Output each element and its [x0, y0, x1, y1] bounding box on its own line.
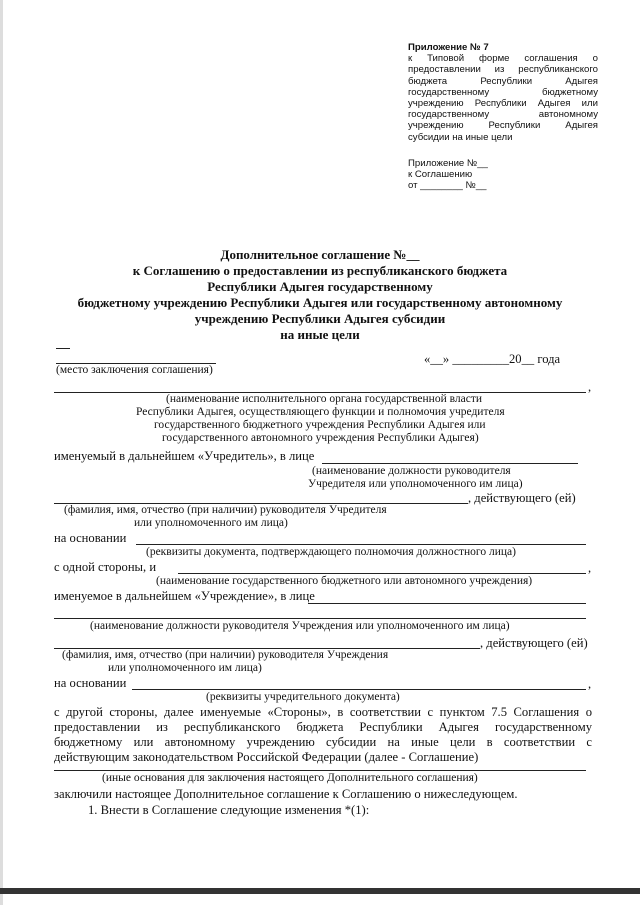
paragraph-line: с другой стороны, далее именуемые «Стороны», в соответствии с пунктом 7.5 Соглашения о [54, 705, 592, 719]
paragraph-line: действующим законодательством Российской Федерации (далее - Соглашение) [54, 750, 479, 764]
page-bottom-edge [0, 888, 640, 894]
doc-title-line: к Соглашению о предоставлении из республиканского бюджета [132, 263, 508, 278]
paragraph-line: бюджетному или автономному учреждению субсидии на иные цели в соответствии с [54, 735, 592, 749]
appendix-line: субсидии на иные цели [408, 131, 513, 143]
other-basis-line [54, 770, 586, 771]
founder-hint-line: государственного бюджетного учреждения Республики Адыгея или [154, 419, 486, 431]
basis-field-line [136, 544, 586, 545]
appendix-block [408, 42, 598, 191]
doc-title-line: на иные цели [280, 327, 360, 342]
fio-hint: (фамилия, имя, отчество (при наличии) руководителя Учредителя [64, 504, 387, 516]
appendix-line: предоставлении из республиканского [408, 64, 598, 76]
doc-title-line: бюджетному учреждению Республики Адыгея или государственному автономному [77, 295, 563, 310]
date-line: «__» _________20__ года [424, 352, 561, 366]
appendix-line: государственному автономному [408, 109, 598, 121]
founder-hint-line: Республики Адыгея, осуществляющего функции и полномочия учредителя [136, 406, 505, 418]
appendix-line: учреждению Республики Адыгея или [408, 98, 598, 110]
institution-position-line [54, 618, 586, 619]
sub-appendix-title: Приложение №__ [408, 157, 488, 169]
scan-edge [0, 0, 3, 905]
fio-hint: или уполномоченного им лица) [134, 517, 288, 529]
founder-position-line [322, 463, 578, 464]
institution-lead-line [308, 603, 586, 604]
concluded-text: заключили настоящее Дополнительное соглашение к Соглашению о нижеследующем. [54, 787, 518, 801]
basis-label: на основании [54, 676, 127, 690]
institution-field-line [178, 573, 586, 574]
appendix-line: к Типовой форме соглашения о [408, 53, 598, 65]
institution-pos-hint: (наименование должности руководителя Учреждения или уполномоченного им лица) [90, 620, 510, 632]
acting-text: , действующего (ей) [480, 636, 588, 650]
doc-title-line: Республики Адыгея государственному [207, 279, 433, 294]
item-1: 1. Внести в Соглашение следующие изменения *(1): [88, 803, 370, 817]
paragraph-line: предоставлении из республиканского бюджета Республики Адыгея государственному [54, 720, 592, 734]
basis-hint: (реквизиты документа, подтверждающего полномочия должностного лица) [146, 546, 516, 558]
basis2-field-line [132, 689, 586, 690]
place-hint: (место заключения соглашения) [56, 364, 213, 376]
acting-text: , действующего (ей) [468, 491, 576, 505]
doc-title-line: учреждению Республики Адыгея субсидии [194, 311, 446, 326]
appendix-line: бюджета Республики Адыгея [408, 75, 598, 87]
institution-hint: (наименование государственного бюджетного или автономного учреждения) [156, 575, 533, 587]
comma: , [588, 380, 592, 394]
appendix-title: Приложение № 7 [408, 42, 489, 53]
short-rule [56, 348, 70, 349]
founder-hint-line: государственного автономного учреждения Республики Адыгея) [162, 432, 479, 444]
appendix-line: государственному бюджетному [408, 86, 598, 98]
comma: , [588, 561, 592, 575]
fio-hint: (фамилия, имя, отчество (при наличии) руководителя Учреждения [62, 649, 389, 661]
basis2-hint: (реквизиты учредительного документа) [206, 691, 400, 703]
fio-hint: или уполномоченного им лица) [108, 662, 262, 674]
sub-appendix-date: от ________ №__ [408, 180, 487, 192]
appendix-line: учреждению Республики Адыгея [408, 120, 598, 132]
sub-appendix-to: к Соглашению [408, 169, 473, 181]
one-side-text: с одной стороны, и [54, 560, 157, 574]
doc-title: Дополнительное соглашение №__ [220, 247, 420, 262]
founder-pos-hint: (наименование должности руководителя [312, 465, 511, 477]
basis-label: на основании [54, 531, 127, 545]
founder-named: именуемый в дальнейшем «Учредитель», в лице [54, 449, 315, 463]
agreement-paragraph [54, 705, 592, 765]
founder-pos-hint: Учредителя или уполномоченного им лица) [308, 478, 523, 490]
institution-named: именуемое в дальнейшем «Учреждение», в лице [54, 589, 315, 603]
founder-hint-line: (наименование исполнительного органа государственной власти [166, 393, 483, 405]
other-basis-hint: (иные основания для заключения настоящего Дополнительного соглашения) [102, 772, 478, 784]
comma: , [588, 677, 592, 691]
